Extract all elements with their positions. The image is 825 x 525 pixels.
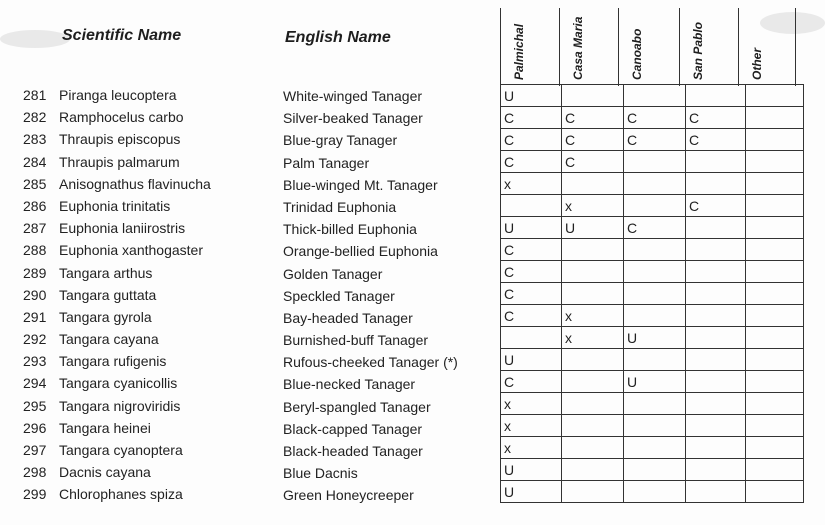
occurrence-cell: x [562,327,624,349]
english-name: Rufous-cheeked Tanager (*) [283,354,458,371]
english-name: Burnished-buff Tanager [283,332,429,349]
occurrence-cell [746,327,804,349]
occurrence-cell [562,349,624,371]
english-name: Black-capped Tanager [283,420,423,437]
occurrence-cell: C [501,151,562,173]
occurrence-table [500,84,804,503]
species-number: 286 [23,197,47,214]
occurrence-cell [746,305,804,327]
species-number: 291 [23,308,47,325]
occurrence-cell [686,371,746,393]
scientific-name: Ramphocelus carbo [59,109,184,126]
occurrence-cell [686,437,746,459]
grid-row [501,305,804,327]
occurrence-cell: x [501,437,562,459]
grid-row [501,481,804,503]
occurrence-cell [746,415,804,437]
occurrence-cell [624,173,686,195]
grid-row [501,459,804,481]
column-header-label: San Pablo [691,21,705,80]
column-divider [738,8,739,86]
occurrence-cell [686,481,746,503]
occurrence-cell [746,107,804,129]
grid-row [501,283,804,305]
occurrence-cell [746,261,804,283]
occurrence-cell [746,239,804,261]
species-number: 297 [23,442,47,458]
occurrence-cell: x [501,173,562,195]
species-number: 287 [23,220,47,237]
occurrence-cell [746,85,804,107]
grid-row [501,151,804,173]
occurrence-cell [501,327,562,349]
occurrence-cell [686,85,746,107]
column-header-canoabo [618,0,676,84]
scientific-name: Tangara rufigenis [59,353,167,370]
occurrence-cell [686,217,746,239]
occurrence-cell: C [686,195,746,217]
grid-row [501,173,804,195]
occurrence-cell: C [624,129,686,151]
occurrence-cell [746,481,804,503]
column-header-casa-maria [559,0,617,84]
scan-smudge [0,30,70,48]
occurrence-cell [624,261,686,283]
english-name: Blue-gray Tanager [283,132,398,149]
scientific-name: Euphonia xanthogaster [59,242,203,259]
english-name: Green Honeycreeper [283,487,414,504]
species-number: 284 [23,153,47,170]
occurrence-cell: U [501,85,562,107]
occurrence-cell [562,261,624,283]
occurrence-cell: C [686,107,746,129]
grid-row [501,217,804,239]
occurrence-cell [624,415,686,437]
occurrence-cell [746,129,804,151]
english-name: Palm Tanager [283,154,370,171]
occurrence-cell [624,459,686,481]
occurrence-cell [686,459,746,481]
grid-row [501,107,804,129]
occurrence-cell: C [501,107,562,129]
occurrence-cell [624,393,686,415]
scientific-name: Tangara guttata [59,286,157,303]
species-number: 296 [23,419,47,436]
occurrence-cell: C [501,283,562,305]
column-header-label: Palmichal [512,23,526,80]
occurrence-cell: C [624,107,686,129]
occurrence-cell [562,393,624,415]
occurrence-cell [562,173,624,195]
occurrence-cell: C [501,129,562,151]
grid-row [501,371,804,393]
occurrence-cell: U [624,327,686,349]
scientific-name: Thraupis palmarum [59,153,180,170]
occurrence-cell [686,261,746,283]
grid-row [501,195,804,217]
column-divider [618,8,619,86]
english-name: Orange-bellied Euphonia [283,243,438,260]
occurrence-cell [624,349,686,371]
column-header-palmichal [500,0,558,84]
scientific-name: Chlorophanes spiza [59,486,183,503]
occurrence-cell [686,349,746,371]
scientific-name: Tangara cyanoptera [59,442,183,458]
occurrence-cell: x [562,305,624,327]
occurrence-cell: U [501,349,562,371]
occurrence-cell [686,393,746,415]
occurrence-cell [562,437,624,459]
occurrence-cell: C [501,239,562,261]
english-name: Thick-billed Euphonia [283,221,417,238]
grid-row [501,415,804,437]
scientific-name: Euphonia laniirostris [59,220,186,237]
occurrence-cell: U [624,371,686,393]
occurrence-cell [746,371,804,393]
occurrence-cell: C [501,261,562,283]
grid-row [501,239,804,261]
occurrence-cell [686,151,746,173]
column-divider [559,8,560,86]
occurrence-cell: U [501,481,562,503]
occurrence-cell: x [562,195,624,217]
occurrence-cell [686,283,746,305]
scientific-name: Tangara heinei [59,419,151,436]
occurrence-cell: x [501,393,562,415]
occurrence-cell [746,459,804,481]
occurrence-cell: C [686,129,746,151]
english-name: Beryl-spangled Tanager [283,398,431,415]
column-header-other [738,0,796,84]
column-header-label: Other [750,47,764,80]
column-divider [500,8,501,86]
column-header-label: Canoabo [630,28,644,80]
grid-row [501,327,804,349]
scientific-name: Piranga leucoptera [59,87,177,103]
occurrence-cell [562,459,624,481]
grid-row [501,129,804,151]
column-header-san-pablo [679,0,737,84]
scientific-name-header: Scientific Name [62,27,182,44]
english-name: Blue-winged Mt. Tanager [283,176,438,193]
english-name: White-winged Tanager [283,88,423,104]
species-number: 288 [23,242,47,259]
occurrence-cell: x [501,415,562,437]
occurrence-cell [686,305,746,327]
occurrence-cell [562,283,624,305]
occurrence-cell [686,239,746,261]
species-number: 298 [23,464,47,481]
english-name: Silver-beaked Tanager [283,110,423,127]
column-divider [679,8,680,86]
english-name: Bay-headed Tanager [283,309,413,326]
occurrence-cell: U [501,217,562,239]
scientific-name: Anisognathus flavinucha [59,175,211,192]
species-number: 283 [23,131,47,148]
column-header-label: Casa Maria [571,16,585,80]
occurrence-cell [624,85,686,107]
species-number: 295 [23,397,47,414]
occurrence-cell [562,481,624,503]
occurrence-cell: U [501,459,562,481]
species-number: 282 [23,109,47,126]
occurrence-cell [686,415,746,437]
species-number: 285 [23,175,47,192]
grid-row [501,349,804,371]
occurrence-cell [746,151,804,173]
grid-row [501,85,804,107]
occurrence-cell [624,437,686,459]
english-name: Speckled Tanager [283,287,395,304]
grid-row [501,393,804,415]
species-number: 294 [23,375,47,392]
scientific-name: Tangara cyanicollis [59,375,178,392]
occurrence-cell [624,305,686,327]
occurrence-cell: C [562,129,624,151]
english-name: Blue Dacnis [283,465,358,482]
occurrence-cell: C [624,217,686,239]
scientific-name: Euphonia trinitatis [59,197,171,214]
occurrence-cell [624,481,686,503]
occurrence-cell [746,437,804,459]
occurrence-cell: C [562,151,624,173]
occurrence-cell [746,393,804,415]
english-name-header: English Name [285,29,391,46]
english-name: Black-headed Tanager [283,443,423,459]
occurrence-cell [624,195,686,217]
scientific-name: Tangara arthus [59,264,153,281]
occurrence-cell [624,151,686,173]
occurrence-cell [562,371,624,393]
english-name: Golden Tanager [283,265,383,282]
occurrence-cell: U [562,217,624,239]
species-number: 289 [23,264,47,281]
occurrence-cell: C [501,305,562,327]
occurrence-cell: C [501,371,562,393]
occurrence-cell [624,239,686,261]
occurrence-cell [746,349,804,371]
scientific-name: Tangara nigroviridis [59,397,181,414]
english-name: Blue-necked Tanager [283,376,416,393]
occurrence-cell [686,173,746,195]
occurrence-cell [746,217,804,239]
occurrence-cell [624,283,686,305]
grid-row [501,261,804,283]
scientific-name: Dacnis cayana [59,464,151,481]
species-number: 299 [23,486,47,503]
occurrence-cell [562,239,624,261]
scientific-name: Tangara cayana [59,331,159,348]
occurrence-cell [501,195,562,217]
occurrence-cell: C [562,107,624,129]
species-number: 290 [23,286,47,303]
occurrence-cell [746,195,804,217]
scientific-name: Tangara gyrola [59,308,152,325]
scientific-name: Thraupis episcopus [59,131,181,148]
column-divider [795,8,796,86]
species-number: 292 [23,331,47,348]
species-number: 281 [23,87,47,103]
grid-row [501,437,804,459]
occurrence-cell [686,327,746,349]
occurrence-cell [746,173,804,195]
occurrence-grid [500,84,796,505]
occurrence-cell [562,415,624,437]
occurrence-cell [562,85,624,107]
english-name: Trinidad Euphonia [283,198,397,215]
occurrence-cell [746,283,804,305]
species-number: 293 [23,353,47,370]
